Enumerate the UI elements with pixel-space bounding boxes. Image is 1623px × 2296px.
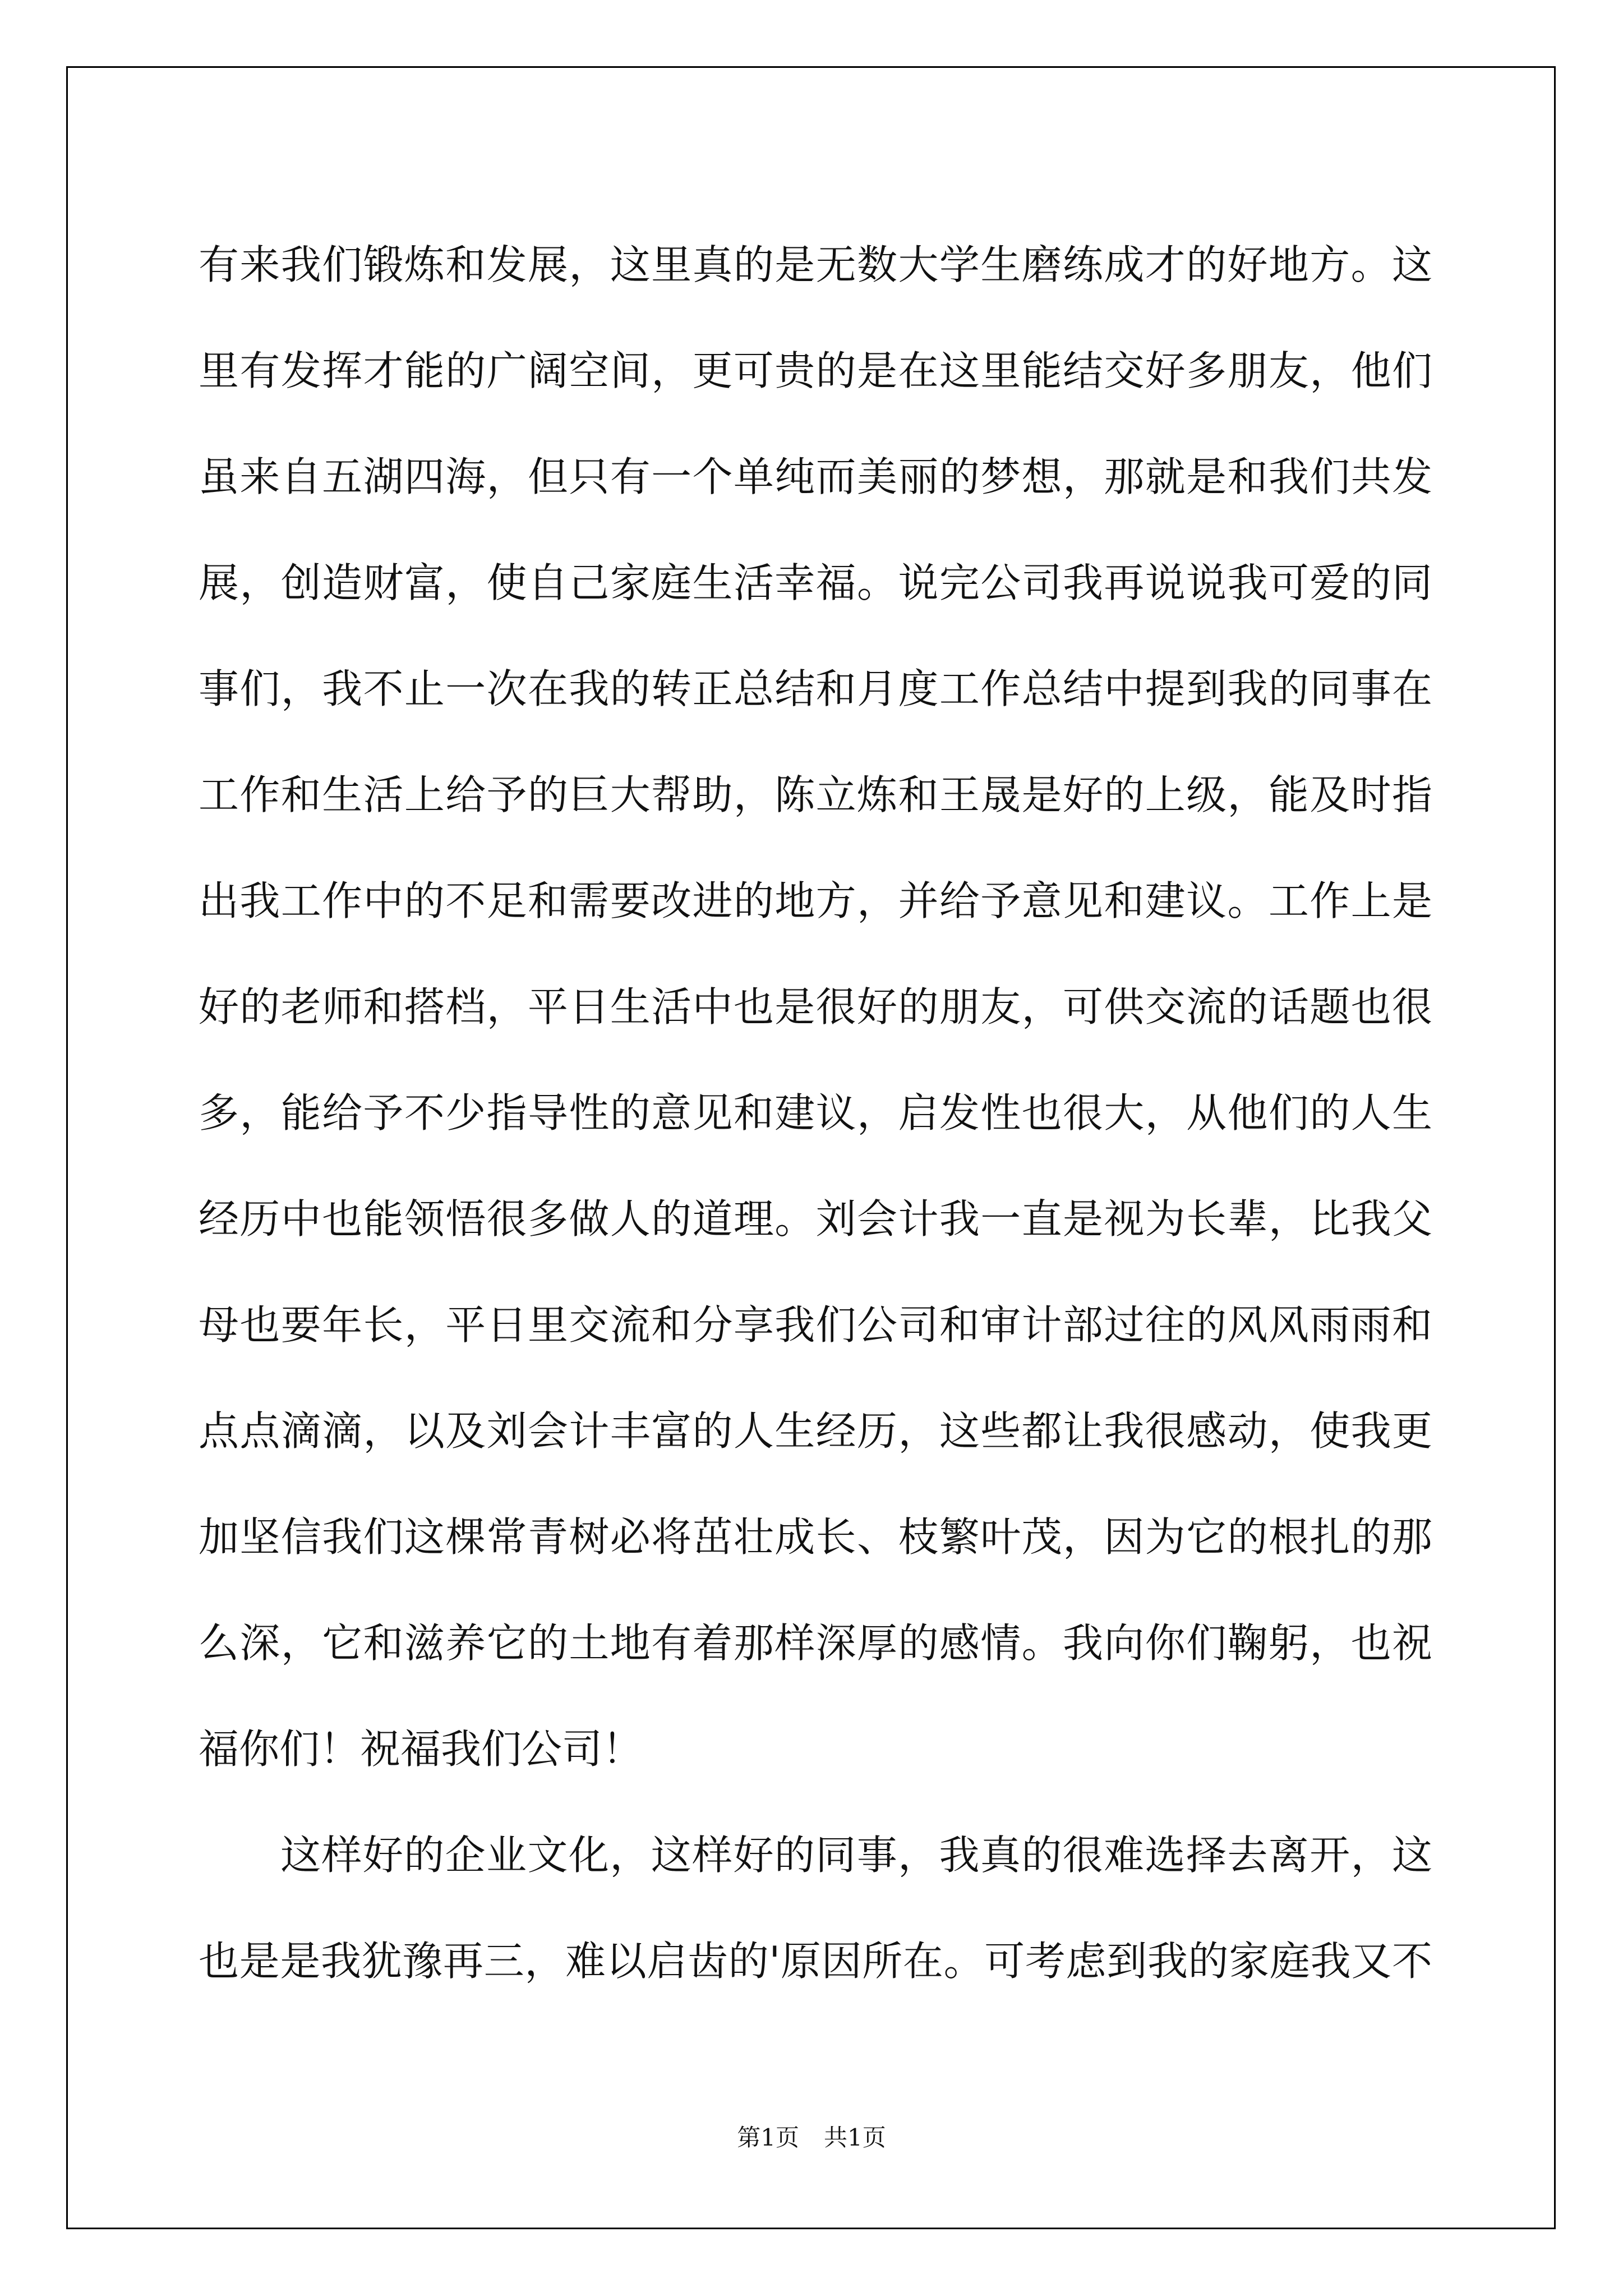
text-line: 有来我们锻炼和发展，这里真的是无数大学生磨练成才的好地方。这: [199, 241, 1433, 288]
text-line: 也是是我犹豫再三，难以启齿的'原因所在。可考虑到我的家庭我又不: [199, 1938, 1433, 1985]
text-line: 出我工作中的不足和需要改进的地方，并给予意见和建议。工作上是: [199, 877, 1433, 924]
page-footer: [0, 2119, 1623, 2153]
text-line: 福你们！祝福我们公司！: [199, 1726, 643, 1773]
text-line: 这样好的企业文化，这样好的同事，我真的很难选择去离开，这: [280, 1832, 1433, 1879]
text-line: 经历中也能领悟很多做人的道理。刘会计我一直是视为长辈，比我父: [199, 1195, 1433, 1243]
document-body: [199, 212, 1432, 2014]
paragraph-1: [199, 212, 1432, 1802]
text-line: 展，创造财富，使自己家庭生活幸福。说完公司我再说说我可爱的同: [199, 559, 1433, 606]
text-line: 点点滴滴，以及刘会计丰富的人生经历，这些都让我很感动，使我更: [199, 1407, 1433, 1455]
text-line: 加坚信我们这棵常青树必将茁壮成长、枝繁叶茂，因为它的根扎的那: [199, 1513, 1433, 1561]
text-line: 好的老师和搭档，平日生活中也是很好的朋友，可供交流的话题也很: [199, 983, 1433, 1030]
text-line: 多，能给予不少指导性的意见和建议，启发性也很大，从他们的人生: [199, 1089, 1433, 1137]
text-line: 里有发挥才能的广阔空间，更可贵的是在这里能结交好多朋友，他们: [199, 347, 1433, 394]
page-number-total: 共1页: [824, 2124, 886, 2151]
text-line: 么深，它和滋养它的土地有着那样深厚的感情。我向你们鞠躬，也祝: [199, 1619, 1433, 1667]
page-number-current: 第1页: [737, 2124, 799, 2151]
text-line: 母也要年长，平日里交流和分享我们公司和审计部过往的风风雨雨和: [199, 1301, 1433, 1349]
paragraph-2: [199, 1802, 1432, 2014]
text-line: 虽来自五湖四海，但只有一个单纯而美丽的梦想，那就是和我们共发: [199, 453, 1433, 500]
text-line: 事们，我不止一次在我的转正总结和月度工作总结中提到我的同事在: [199, 665, 1433, 712]
text-line: 工作和生活上给予的巨大帮助，陈立炼和王晟是好的上级，能及时指: [199, 771, 1433, 818]
